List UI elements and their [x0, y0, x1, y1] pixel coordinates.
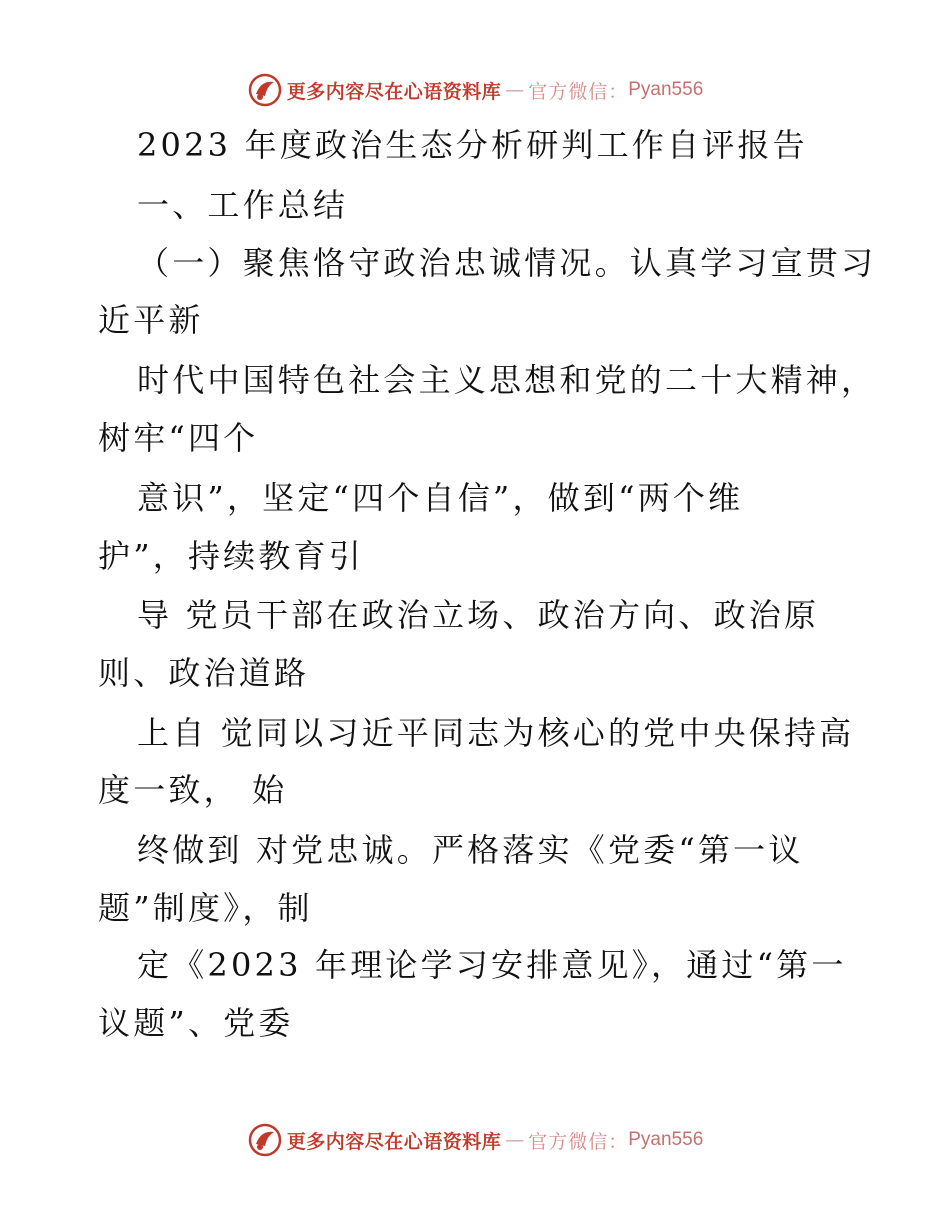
- banner-text: 更多内容尽在心语资料库: [286, 1130, 502, 1153]
- wechat-label: 官方微信：: [528, 80, 629, 103]
- banner-separator: —: [505, 1129, 525, 1151]
- body-line: 近平新: [98, 301, 204, 339]
- body-line: （一）聚焦恪守政治忠诚情况。认真学习宣贯习: [137, 244, 877, 282]
- body-line: 上自 觉同以习近平同志为核心的党中央保持高: [137, 714, 855, 752]
- wechat-label: 官方微信：: [528, 1130, 629, 1153]
- banner-separator: —: [505, 79, 525, 101]
- brand-logo-icon: [247, 72, 283, 108]
- banner-text: 更多内容尽在心语资料库: [286, 80, 502, 103]
- brand-logo-icon: [247, 1122, 283, 1158]
- body-line: 时代中国特色社会主义思想和党的二十大精神，: [137, 361, 877, 399]
- body-line: 议题”、党委: [98, 1004, 294, 1042]
- body-line: 护”，持续教育引: [98, 537, 364, 575]
- footer-banner: [0, 1120, 950, 1160]
- body-line: 则、政治道路: [98, 654, 310, 692]
- section-heading: 一、工作总结: [137, 186, 349, 224]
- wechat-id: Pyan556: [628, 79, 704, 100]
- body-line: 导 党员干部在政治立场、政治方向、政治原: [137, 596, 820, 634]
- body-line: 度一致， 始: [98, 771, 288, 809]
- body-line: 树牢“四个: [98, 419, 259, 457]
- header-banner: [0, 70, 950, 110]
- body-line: 终做到 对党忠诚。严格落实《党委“第一议: [137, 831, 804, 869]
- body-line: 题”制度》，制: [98, 889, 313, 927]
- body-line: 意识”，坚定“四个自信”，做到“两个维: [137, 479, 744, 517]
- body-line: 定《2023 年理论学习安排意见》，通过“第一: [137, 946, 847, 984]
- wechat-id: Pyan556: [628, 1129, 704, 1150]
- document-title: 2023 年度政治生态分析研判工作自评报告: [137, 126, 808, 164]
